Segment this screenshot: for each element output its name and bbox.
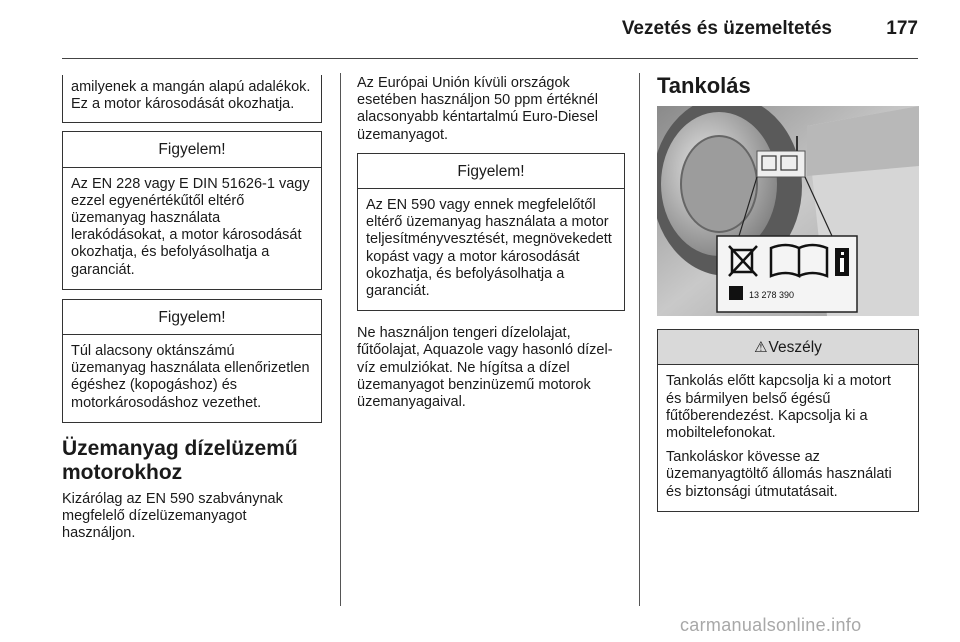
fuel-filler-photo [657,106,919,316]
danger-box [657,329,919,512]
column-1 [62,75,322,542]
danger-heading-text: Veszély [768,339,822,357]
notice-body: Az EN 228 vagy E DIN 51626-1 vagy ezzel egyenértékűtől eltérő üzemanyag használata lerakódásokat, a motor károsodását okozhatja, és befolyásolhatja a garanciát. [71,175,310,278]
running-header-title: Vezetés és üzemeltetés [621,18,832,39]
danger-body [658,365,918,510]
danger-paragraph-2: Tankoláskor kövesse az üzemanyagtöltő állomás használati és biztonsági útmutatásait. [666,449,892,500]
warning-triangle-icon: ⚠ [754,339,768,357]
section-text: Kizárólag az EN 590 szabványnak megfelelő dízelüzemanyagot használjon. [62,490,283,542]
notice-heading: Figyelem! [63,300,321,335]
notice-body: Az EN 590 vagy ennek megfelelőtől eltérő üzemanyag használata a motor teljesítményvesztését, megnövekedett kopást vagy a motor károsodását okozhatja, és befolyásolhatja a garanciát. [366,197,612,300]
column-2 [357,75,625,411]
label-code: 13 278 390 [749,290,795,301]
column-divider-1 [340,73,341,606]
notice-heading: Figyelem! [63,132,321,167]
diesel-text: Ne használjon tengeri dízelolajat, fűtőolajat, Aquazole vagy hasonló dízel-víz emulziókat. Ne hígítsa a dízel üzemanyagot benzinüzemű motorok üzemanyagaival. [357,325,613,411]
watermark: carmanualsonline.info [680,615,862,635]
notice-body: Túl alacsony oktánszámú üzemanyag használata ellenőrizetlen égéshez (kopogáshoz) és motorkárosodáshoz vezethet. [71,343,310,411]
continued-notice-text: amilyenek a mangán alapú adalékok. Ez a motor károsodását okozhatja. [71,79,311,113]
section-title: Üzemanyag dízelüzemű motorokhoz [62,436,298,484]
intro-text: Az Európai Unión kívüli országok esetében használjon 50 ppm értéknél alacsonyabb kéntartalmú Euro-Diesel üzemanyagot. [357,75,599,143]
fuel-filler-illustration [657,106,919,316]
page-number: 177 [886,18,918,39]
notice-box-1 [62,131,322,289]
column-divider-2 [639,73,640,606]
notice-box-2 [62,299,322,423]
danger-heading [658,330,918,365]
section-title-tankolas: Tankolás [657,73,751,98]
header-rule [62,58,918,59]
continued-notice-box [62,75,322,123]
notice-heading: Figyelem! [358,154,624,189]
notice-box-3 [357,153,625,311]
danger-paragraph-1: Tankolás előtt kapcsolja ki a motort és bármilyen belső égésű fűtőberendezést. Kapcsolja ki a mobiltelefonokat. [666,373,891,442]
column-3 [657,75,919,512]
